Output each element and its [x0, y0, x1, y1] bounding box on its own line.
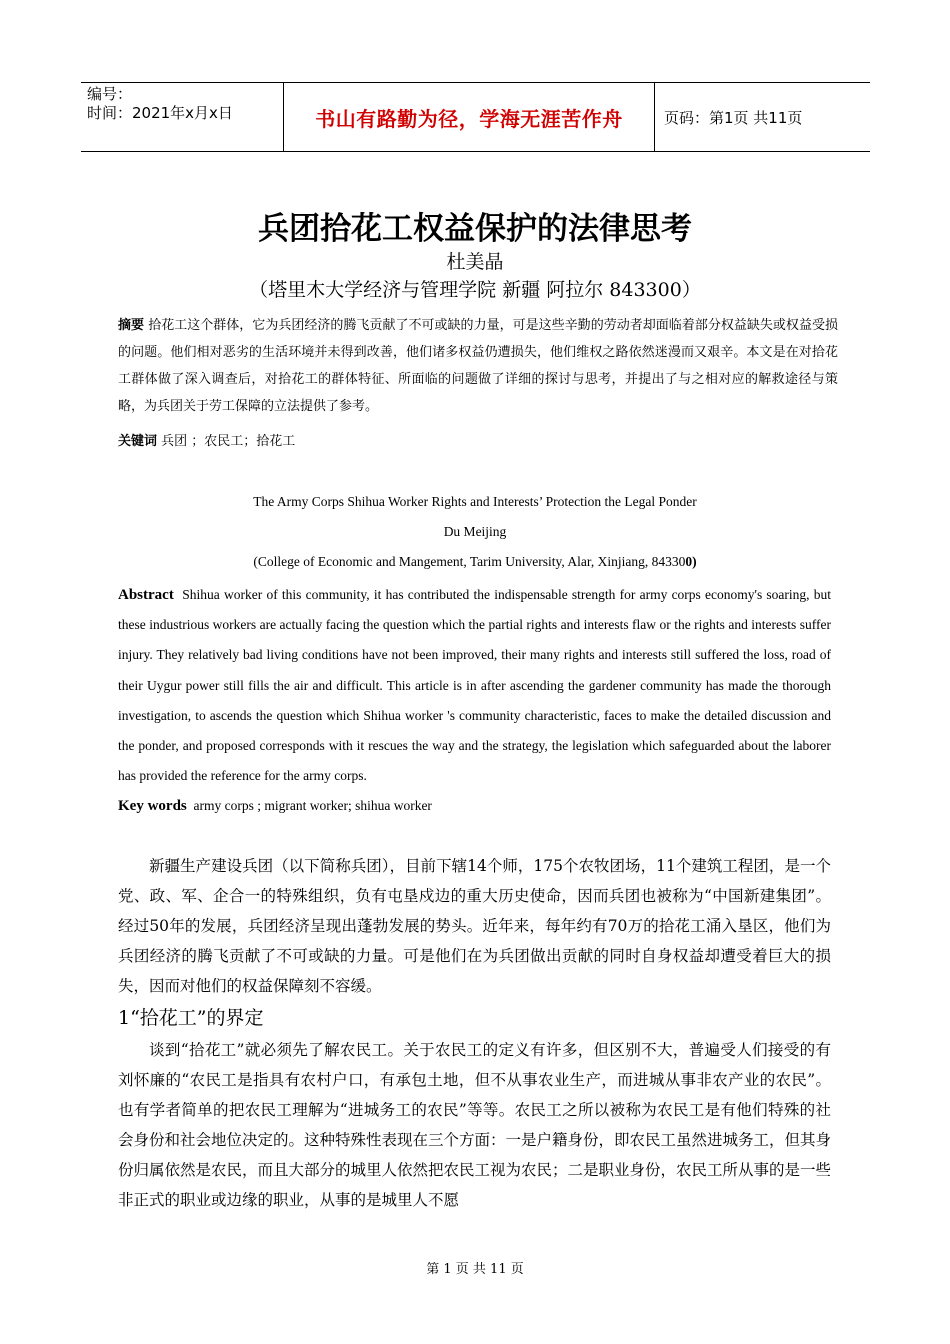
keywords-en-text: army corps ; migrant worker; shihua worker [193, 798, 432, 813]
page-title: 兵团拾花工权益保护的法律思考 [258, 211, 692, 247]
page-label: 页码：第1页 共11页 [664, 108, 803, 127]
keywords-en [118, 794, 432, 818]
keywords-cn-label: 关键词 [118, 434, 158, 449]
time-label: 时间：2021年x月x日 [87, 104, 233, 122]
paragraph-intro: 新疆生产建设兵团（以下简称兵团），目前下辖14个师，175个农牧团场，11个建筑工程团，是一个党、政、军、企合一的特殊组织，负有屯垦戍边的重大历史使命，因而兵团也被称为“中国新建集团”。经过50年的发展，兵团经济呈现出蓬勃发展的势头。近年来，每年约有70万的拾花工涌入垦区，他们为兵团经济的腾飞贡献了不可或缺的力量。可是他们在为兵团做出贡献的同时自身权益却遭受着巨大的损失，因而对他们的权益保障刻不容缓。 [118, 857, 831, 995]
abstract-cn [118, 312, 838, 420]
keywords-cn [118, 431, 295, 453]
abstract-en-text: Shihua worker of this community, it has contributed the indispensable strength for army corps economy's soaring, but these industrious workers are actually facing the question which the partial rights and interests flaw or the rights and interests suffer injury. They relatively bad living conditions have not been improved, their many rights and interests still suffered the loss, road of their Uygur power still fills the air and difficult. This article is in after ascending the gardener community has made the thorough investigation, to ascends the question which Shihua worker 's community characteristic, faces to make the detailed discussion and the ponder, and proposed corresponds with it rescues the way and the strategy, the legislation which safeguarded about the laborer has provided the reference for the army corps. [118, 587, 832, 784]
header-table [81, 82, 870, 152]
abstract-cn-label: 摘要 [118, 318, 145, 333]
motto: 书山有路勤为径，学海无涯苦作舟 [315, 106, 623, 131]
number-label: 编号： [87, 85, 133, 103]
body-text [118, 851, 831, 1215]
abstract-en-label: Abstract [118, 587, 174, 603]
affiliation: （塔里木大学经济与管理学院 新疆 阿拉尔 843300） [249, 279, 701, 301]
keywords-en-label: Key words [118, 798, 187, 814]
paragraph-definition: 谈到“拾花工”就必须先了解农民工。关于农民工的定义有许多，但区别不大，普遍受人们接受的有刘怀廉的“农民工是指具有农村户口，有承包土地，但不从事农业生产，而进城从事非农产业的农民”。也有学者简单的把农民工理解为“进城务工的农民”等等。农民工之所以被称为农民工是有他们特殊的社会身份和社会地位决定的。这种特殊性表现在三个方面：一是户籍身份，即农民工虽然进城务工，但其身份归属依然是农民，而且大部分的城里人依然把农民工视为农民；二是职业身份，农民工所从事的是一些非正式的职业或边缘的职业，从事的是城里人不愿 [118, 1041, 832, 1209]
english-affiliation [0, 554, 950, 570]
page-footer: 第 1 页 共 11 页 [426, 1262, 524, 1277]
english-author: Du Meijing [443, 524, 507, 539]
abstract-en [118, 580, 831, 791]
keywords-cn-text: 兵团 ；农民工；拾花工 [161, 434, 296, 449]
header-motto-cell [283, 83, 655, 151]
header-meta [87, 85, 283, 123]
english-title: The Army Corps Shihua Worker Rights and Interests’ Protection the Legal Ponder [253, 494, 697, 509]
header-page-cell [664, 83, 802, 151]
english-affiliation-text: (College of Economic and Mangement, Tarim University, Alar, Xinjiang, 84330 [253, 554, 686, 569]
author: 杜美晶 [446, 251, 504, 273]
section-heading: 1“拾花工”的界定 [118, 1007, 264, 1029]
english-affiliation-end: 0) [685, 554, 697, 569]
abstract-cn-text: 拾花工这个群体，它为兵团经济的腾飞贡献了不可或缺的力量，可是这些辛勤的劳动者却面临着部分权益缺失或权益受损的问题。他们相对恶劣的生活环境并未得到改善，他们诸多权益仍遭损失，他们维权之路依然迷漫而又艰辛。本文是在对拾花工群体做了深入调查后，对拾花工的群体特征、所面临的问题做了详细的探讨与思考，并提出了与之相对应的解救途径与策略，为兵团关于劳工保障的立法提供了参考。 [118, 318, 838, 414]
